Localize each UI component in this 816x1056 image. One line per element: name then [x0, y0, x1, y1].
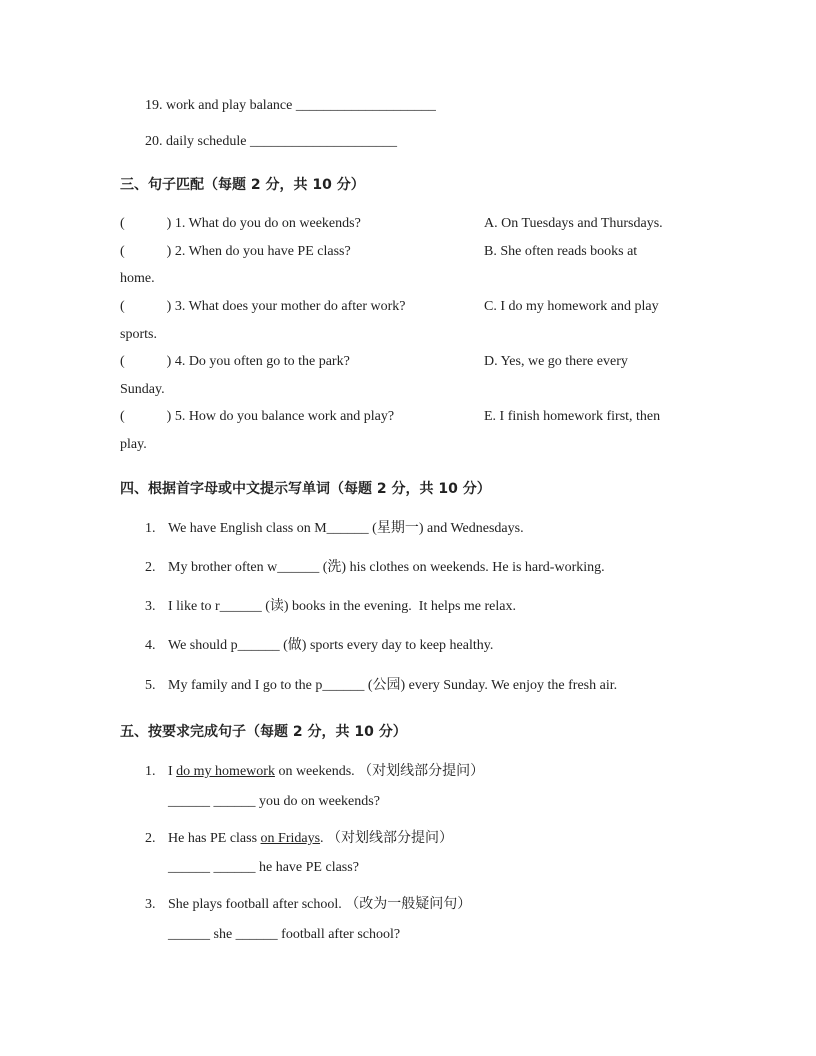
- rewrite-item-1-pre: I: [168, 764, 177, 779]
- fill-item-3-number: 3.: [145, 599, 156, 614]
- fill-item-5-number: 5.: [145, 678, 156, 693]
- rewrite-item-2-underlined: on Fridays: [260, 831, 321, 846]
- match-answer-b: B. She often reads books at: [484, 244, 638, 259]
- fill-item-1-text: We have English class on M______ (星期一) and Wednesdays.: [168, 521, 524, 536]
- rewrite-item-1-answer: ______ ______ you do on weekends?: [168, 794, 380, 809]
- fill-item-3-text: I like to r______ (读) books in the evening. It helps me relax.: [168, 599, 516, 614]
- fill-item-5-text: My family and I go to the p______ (公园) every Sunday. We enjoy the fresh air.: [168, 678, 618, 693]
- match-answer-c: C. I do my homework and play: [484, 299, 659, 314]
- section5-title: 五、按要求完成句子（每题 2 分，共 10 分）: [120, 724, 407, 740]
- rewrite-item-2-post: . （对划线部分提问）: [320, 831, 454, 846]
- vocab-item-19: 19. work and play balance ____________________: [145, 98, 436, 113]
- fill-item-2-text: My brother often w______ (洗) his clothes on weekends. He is hard-working.: [168, 560, 605, 575]
- match-answer-e-wrap: play.: [120, 437, 147, 452]
- match-question-3: ( ) 3. What does your mother do after work?: [120, 299, 406, 314]
- rewrite-item-1-number: 1.: [145, 764, 156, 779]
- match-question-5: ( ) 5. How do you balance work and play?: [120, 409, 395, 424]
- match-answer-e: E. I finish homework first, then: [484, 409, 661, 424]
- rewrite-item-3-sentence: She plays football after school. （改为一般疑问句）: [168, 897, 472, 912]
- match-answer-d-wrap: Sunday.: [120, 382, 165, 397]
- rewrite-item-1-sentence: [168, 763, 484, 781]
- rewrite-item-2-number: 2.: [145, 831, 156, 846]
- fill-item-2-number: 2.: [145, 560, 156, 575]
- match-answer-a: A. On Tuesdays and Thursdays.: [484, 216, 663, 231]
- fill-item-1-number: 1.: [145, 521, 156, 536]
- section4-title: 四、根据首字母或中文提示写单词（每题 2 分，共 10 分）: [120, 481, 491, 497]
- rewrite-item-2-answer: ______ ______ he have PE class?: [168, 860, 359, 875]
- rewrite-item-1-post: on weekends. （对划线部分提问）: [274, 764, 485, 779]
- match-question-4: ( ) 4. Do you often go to the park?: [120, 354, 350, 369]
- rewrite-item-3-answer: ______ she ______ football after school?: [168, 927, 401, 942]
- fill-item-4-text: We should p______ (做) sports every day to keep healthy.: [168, 638, 494, 653]
- match-answer-c-wrap: sports.: [120, 327, 157, 342]
- fill-item-4-number: 4.: [145, 638, 156, 653]
- vocab-item-20: 20. daily schedule _____________________: [145, 134, 397, 149]
- match-answer-b-wrap: home.: [120, 271, 155, 286]
- match-question-2: ( ) 2. When do you have PE class?: [120, 244, 351, 259]
- rewrite-item-3-number: 3.: [145, 897, 156, 912]
- match-question-1: ( ) 1. What do you do on weekends?: [120, 216, 361, 231]
- rewrite-item-2-pre: He has PE class: [168, 831, 261, 846]
- rewrite-item-1-underlined: do my homework: [176, 764, 275, 779]
- match-answer-d: D. Yes, we go there every: [484, 354, 628, 369]
- section3-title: 三、句子匹配（每题 2 分，共 10 分）: [120, 177, 365, 193]
- rewrite-item-2-sentence: [168, 830, 453, 848]
